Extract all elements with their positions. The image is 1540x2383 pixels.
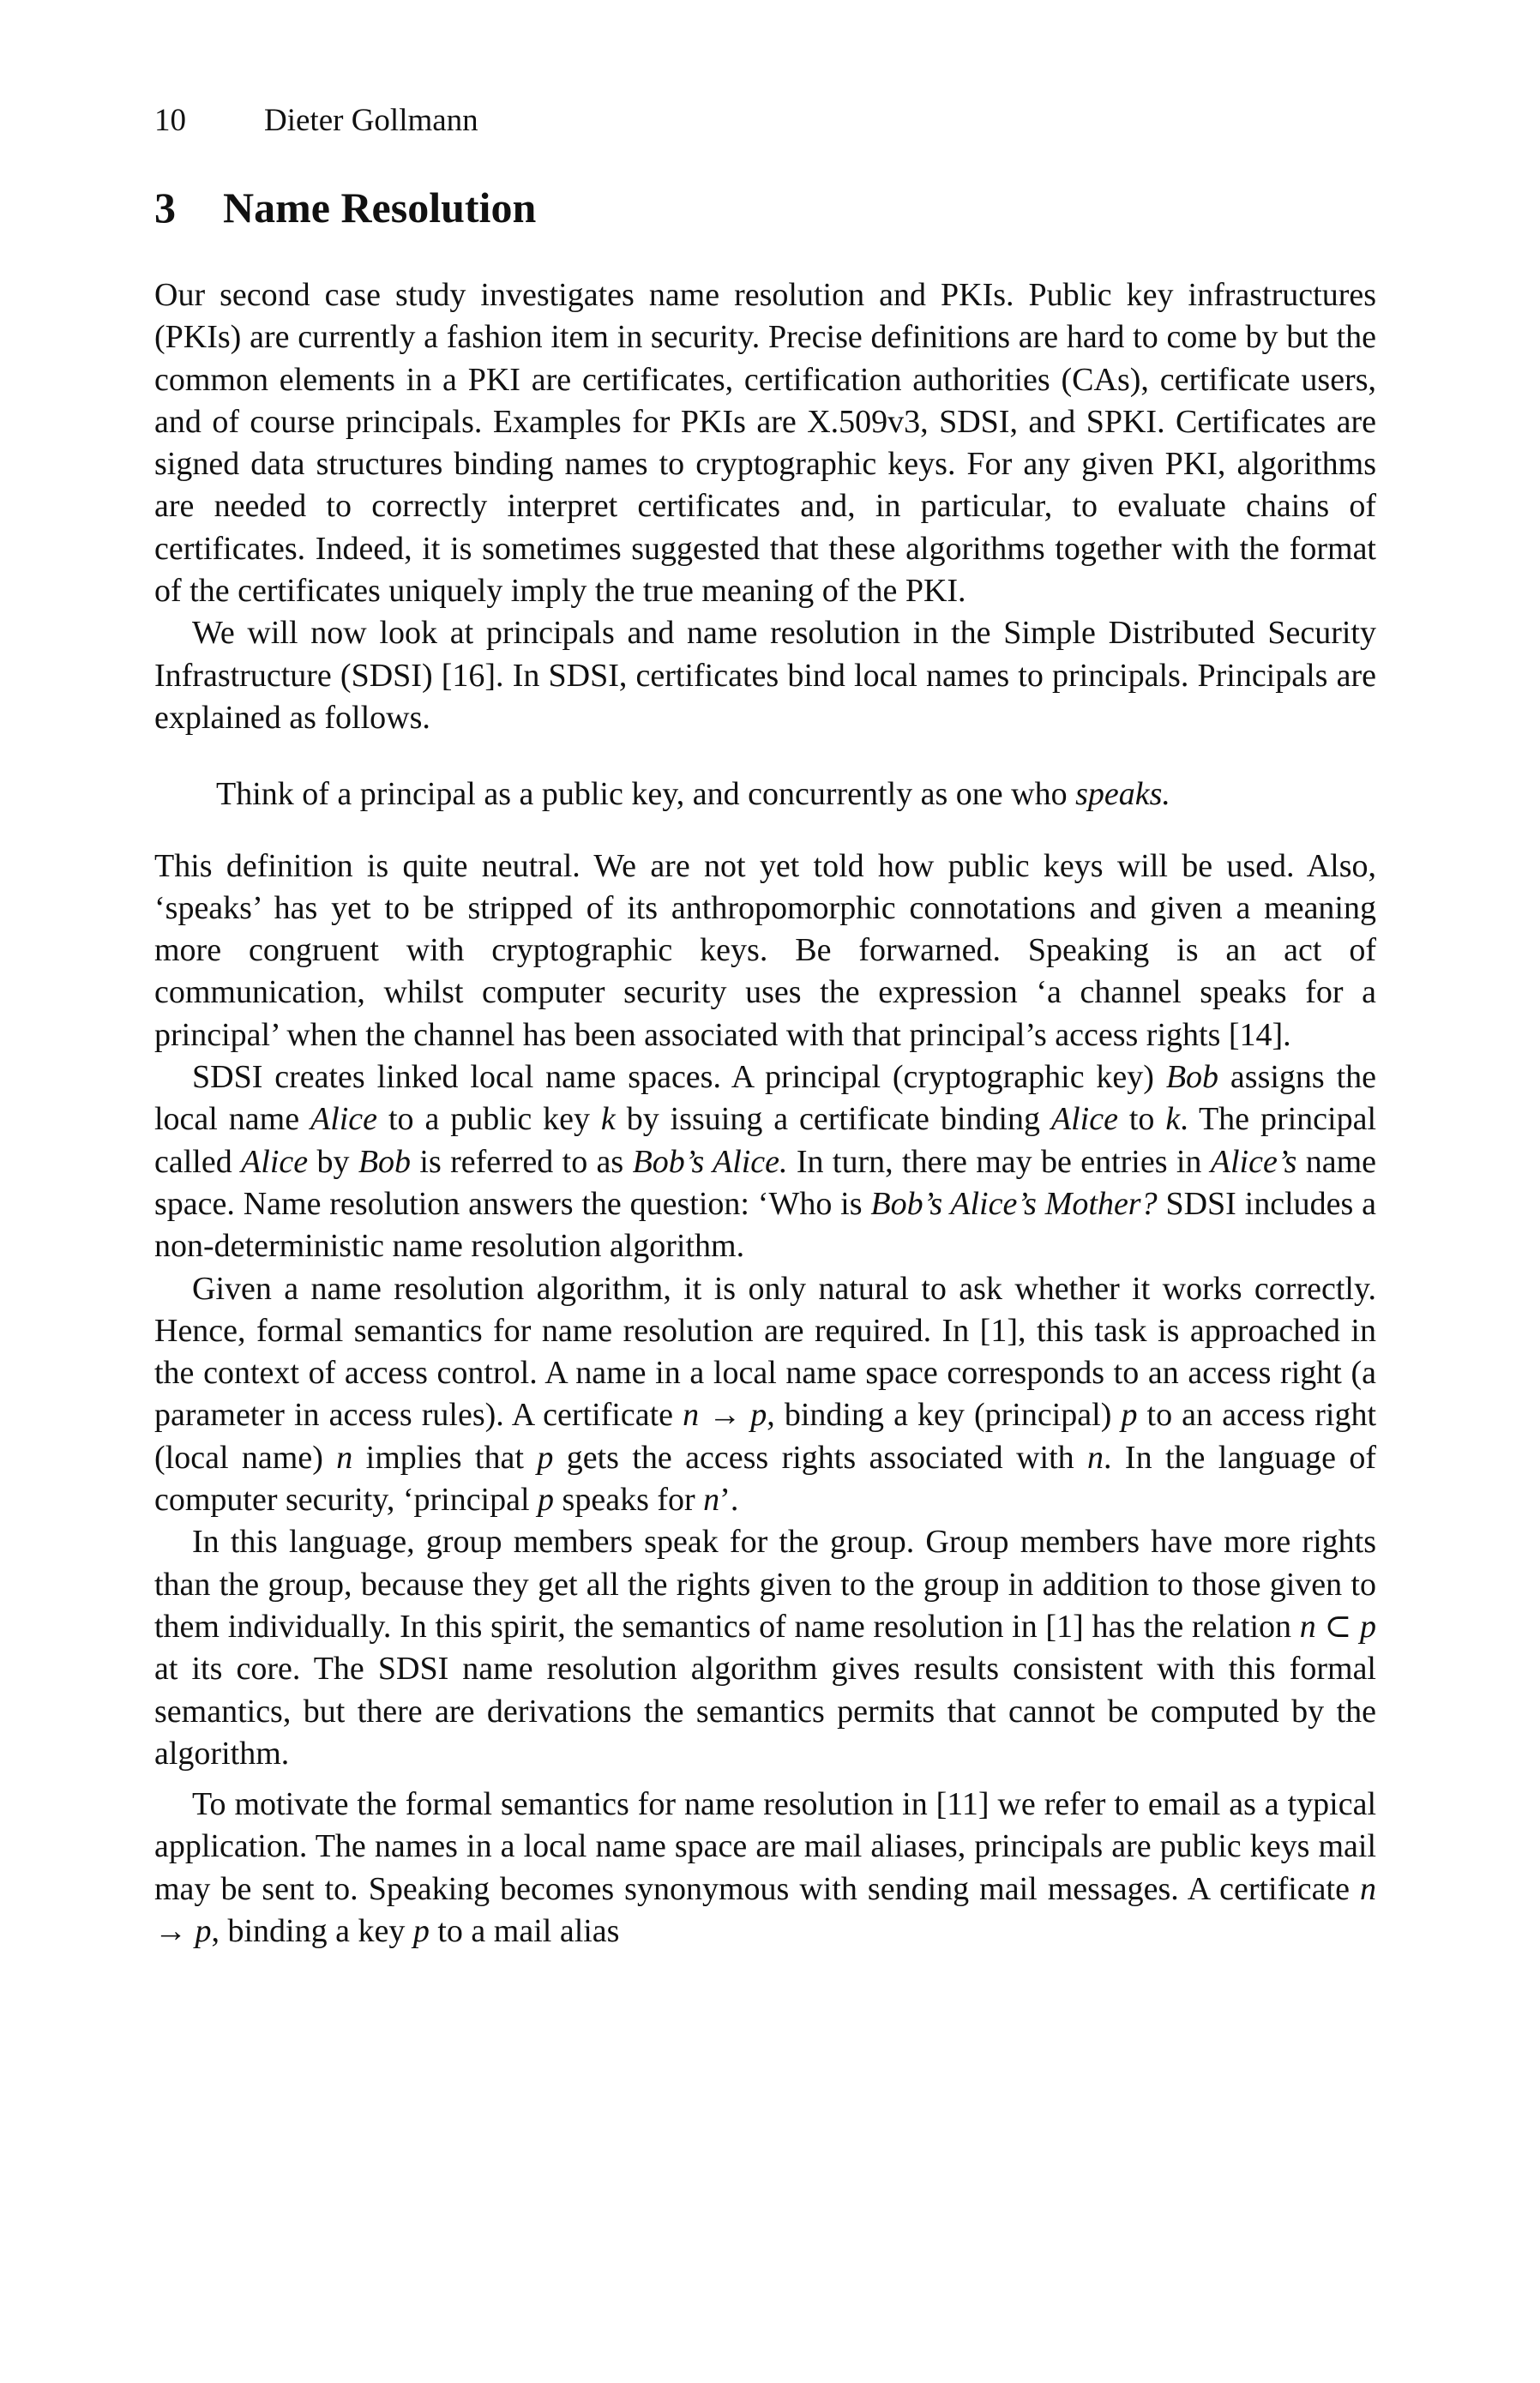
paragraph: Our second case study investigates name resolution and PKIs. Public key infrastructures (PKIs) are currently a fashion item in security. Precise definitions are hard to come by but the common elements in a PKI are certificates, certification authorities (CAs), certificate users, and of course principals. Examples for PKIs are X.509v3, SDSI, and SPKI. Certificates are signed data structures binding names to cryptographic keys. For any given PKI, algorithms are needed to correctly interpret certificates and, in particular, to evaluate chains of certificates. Indeed, it is sometimes suggested that these algorithms together with the format of the certificates uniquely imply the true meaning of the PKI.: [154, 277, 1376, 610]
paragraph: Given a name resolution algorithm, it is only natural to ask whether it works correctly. Hence, formal semantics for name resolution are required. In [1], this task is approached in the context of access control. A name in a local name space corresponds to an access right (a parameter in access rules). A certificate n → p, binding a key (principal) p to an access right (local name) n implies that p gets the access rights associated with n. In the language of computer security, ‘principal p speaks for n’.: [154, 1270, 1377, 1519]
paragraph: SDSI creates linked local name spaces. A principal (cryptographic key) Bob assigns the local name Alice to a public key k by issuing a certificate binding Alice to k. The principal called Alice by Bob is referred to as Bob’s Alice. In turn, there may be entries in Alice’s name space. Name resolution answers the question: ‘Who is Bob’s Alice’s Mother? SDSI includes a non-deterministic name resolution algorithm.: [154, 1059, 1377, 1265]
body-text: [154, 274, 1376, 1953]
paragraph: To motivate the formal semantics for name resolution in [11] we refer to email as a typical application. The names in a local name space are mail aliases, principals are public keys mail may be sent to. Speaking becomes synonymous with sending mail messages. A certificate n → p, binding a key p to a mail alias: [154, 1786, 1376, 1949]
section-heading: [154, 182, 536, 233]
quotation: [216, 773, 1376, 815]
quotation-text: Think of a principal as a public key, and concurrently as one who: [216, 776, 1076, 813]
page-number: 10: [154, 103, 186, 138]
running-head-author: Dieter Gollmann: [264, 103, 478, 138]
quotation-emphasis: speaks.: [1075, 776, 1170, 813]
running-head: [154, 101, 478, 141]
paragraph: We will now look at principals and name resolution in the Simple Distributed Security Infrastructure (SDSI) [16]. In SDSI, certificates bind local names to principals. Principals are explained as follows.: [154, 615, 1376, 736]
section-number: 3: [154, 184, 176, 232]
section-title: Name Resolution: [223, 184, 537, 232]
paragraph: This definition is quite neutral. We are not yet told how public keys will be used. Also, ‘speaks’ has yet to be stripped of its anthropomorphic connotations and given a meaning more congruent with cryptographic keys. Be forwarned. Speaking is an act of communication, whilst computer security uses the expression ‘a channel speaks for a principal’ when the channel has been associated with that principal’s access rights [14].: [154, 847, 1376, 1053]
paragraph: In this language, group members speak for the group. Group members have more rights than the group, because they get all the rights given to the group in addition to those given to them individually. In this spirit, the semantics of name resolution in [1] has the relation n ⊂ p at its core. The SDSI name resolution algorithm gives results consistent with this formal semantics, but there are derivations the semantics permits that cannot be computed by the algorithm.: [154, 1524, 1376, 1772]
